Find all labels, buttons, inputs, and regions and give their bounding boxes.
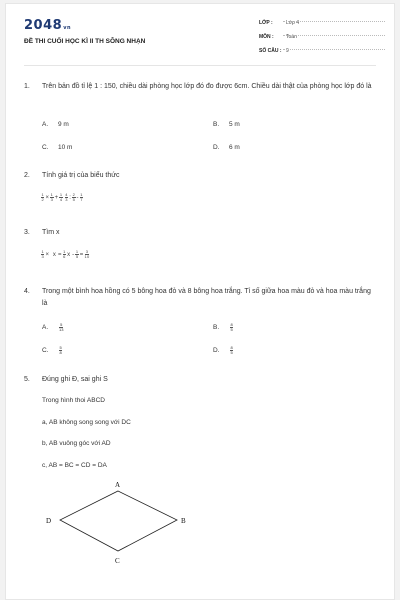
exam-sheet: 2048vn ĐỀ THI CUỐI HỌC KÌ II TH SÔNG NHẠN LỚP : Lớp 4 MÔN : Toán SỐ CÂU : 9 1. Trên bản đồ tỉ lệ 1 : 150, chiều dài phòng học lớp đó đo được 6cm. Chiều dài thật của phòng học lớp đó là A. 9 m B. 5 m C. 10 m D. 6 m 2. Tính giá trị của biểu thức $\frac{1}{2}$ × $\frac{1}{3}$ + $\frac{1}{4}$ $\frac{4}{3}$ : $\frac{2}{5}$ - $\frac{1}{7}$ 3. Tìm x $\frac{1}{3}$ × x = $\frac{1}{6}$ x - $\frac{1}{5}$ = $\frac{3}{10}$ 4. Trong một bình hoa hồng có 5 bông hoa đỏ và 8 bông hoa trắng. Tỉ số giữa hoa màu đỏ và hoa màu trắng là A. $\frac{5}{13}$ B. $\frac{8}{5}$ C. $\frac{5}{8}$ D. $\frac{8}{5}$ 5. Đúng ghi Đ, sai ghi S Trong hình thoi ABCD a, AB không song song với DC b, AB vuông góc với AD c, AB = BC = CD = DA A B C D bbox=[5, 3, 395, 600]
q3-expression-image: $\frac{1}{3}$ × x = $\frac{1}{6}$ x - $\frac{1}{5}$ = $\frac{3}{10}$ bbox=[41, 249, 90, 259]
q2-expression-image: $\frac{1}{2}$ × $\frac{1}{3}$ + $\frac{1}{4}$ $\frac{4}{3}$ : $\frac{2}{5}$ - $\frac{1}{7}$ bbox=[41, 192, 83, 202]
q1-option-d[interactable]: D. 6 m bbox=[213, 144, 240, 151]
vertex-d-label: D bbox=[46, 517, 52, 525]
q4-option-c-fraction-image: $\frac{5}{8}$ bbox=[59, 345, 62, 355]
header-divider bbox=[24, 65, 376, 66]
q4-option-c[interactable]: C. $\frac{5}{8}$ bbox=[42, 345, 62, 355]
vertex-b-label: B bbox=[181, 517, 186, 525]
question-3: 3. Tìm x bbox=[24, 227, 376, 239]
class-value: Lớp 4 bbox=[286, 20, 300, 26]
question-1-text: Trên bản đồ tỉ lệ 1 : 150, chiều dài phòng học lớp đó đo được 6cm. Chiều dài thật của phòng học lớp đó là bbox=[42, 83, 372, 90]
rhombus-shape bbox=[60, 491, 177, 551]
vertex-a-label: A bbox=[115, 481, 121, 489]
subject-value: Toán bbox=[286, 34, 297, 40]
question-2-text: Tính giá trị của biểu thức bbox=[42, 172, 120, 179]
question-count-value: 9 bbox=[286, 48, 289, 54]
q4-option-d-fraction-image: $\frac{8}{5}$ bbox=[230, 345, 233, 355]
question-5: 5. Đúng ghi Đ, sai ghi S bbox=[24, 374, 376, 386]
q4-option-b[interactable]: B. $\frac{8}{5}$ bbox=[213, 322, 233, 332]
rhombus-diagram bbox=[46, 479, 206, 574]
q1-option-a[interactable]: A. 9 m bbox=[42, 121, 69, 128]
q5-statement-c[interactable]: c, AB = BC = CD = DA bbox=[42, 462, 107, 469]
q4-option-a[interactable]: A. $\frac{5}{13}$ bbox=[42, 322, 64, 332]
q4-option-a-fraction-image: $\frac{5}{13}$ bbox=[59, 322, 64, 332]
q4-option-b-fraction-image: $\frac{8}{5}$ bbox=[230, 322, 233, 332]
exam-title: ĐỀ THI CUỐI HỌC KÌ II TH SÔNG NHẠN bbox=[24, 38, 146, 45]
question-5-text: Đúng ghi Đ, sai ghi S bbox=[42, 376, 108, 383]
vertex-c-label: C bbox=[115, 557, 120, 565]
q5-statement-a[interactable]: a, AB không song song với DC bbox=[42, 419, 131, 426]
question-4: 4. Trong một bình hoa hồng có 5 bông hoa đỏ và 8 bông hoa trắng. Tỉ số giữa hoa màu đỏ và hoa màu trắng là bbox=[24, 286, 376, 310]
question-1: 1. Trên bản đồ tỉ lệ 1 : 150, chiều dài phòng học lớp đó đo được 6cm. Chiều dài thật của phòng học lớp đó là bbox=[24, 81, 376, 93]
question-2: 2. Tính giá trị của biểu thức bbox=[24, 170, 376, 182]
question-4-text: Trong một bình hoa hồng có 5 bông hoa đỏ và 8 bông hoa trắng. Tỉ số giữa hoa màu đỏ và hoa màu trắng là bbox=[42, 288, 371, 307]
site-logo[interactable]: 2048vn bbox=[24, 18, 72, 33]
q4-option-d[interactable]: D. $\frac{8}{5}$ bbox=[213, 345, 233, 355]
q5-statement-b[interactable]: b, AB vuông góc với AD bbox=[42, 440, 111, 447]
question-3-text: Tìm x bbox=[42, 229, 60, 236]
q1-option-c[interactable]: C. 10 m bbox=[42, 144, 73, 151]
q1-option-b[interactable]: B. 5 m bbox=[213, 121, 240, 128]
q5-intro: Trong hình thoi ABCD bbox=[42, 397, 105, 404]
